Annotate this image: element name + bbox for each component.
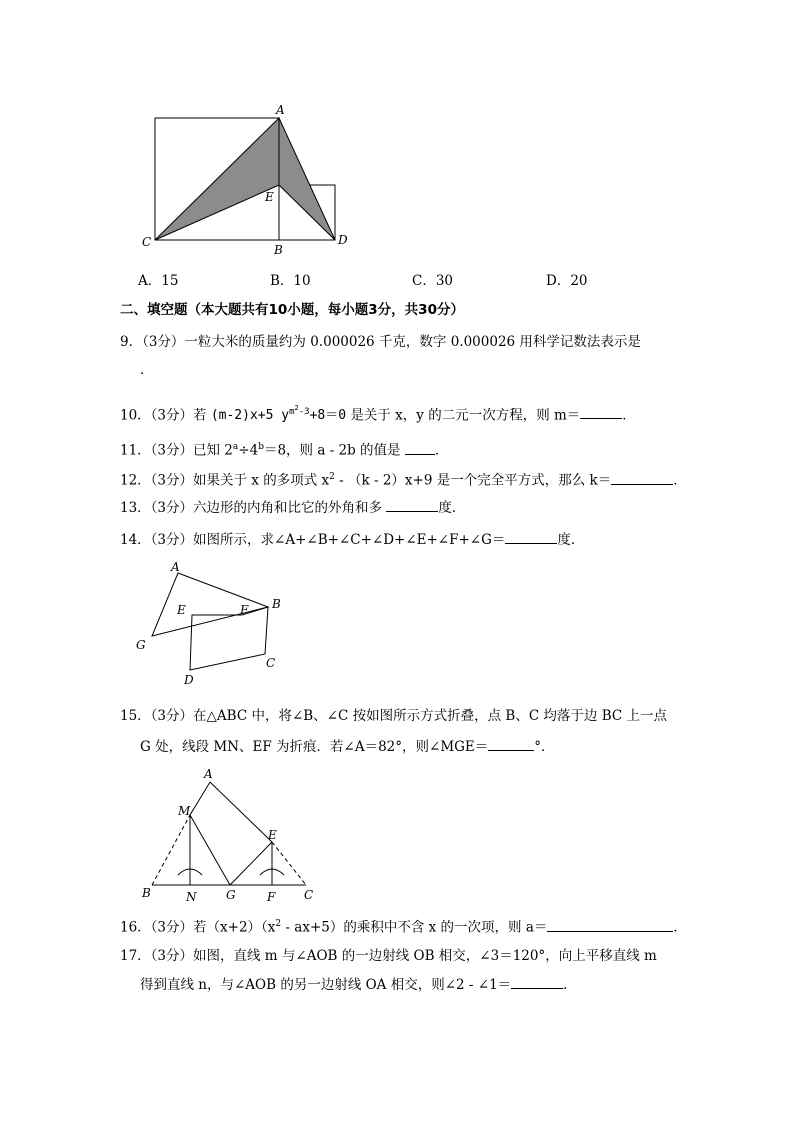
svg-text:C: C	[304, 888, 314, 902]
svg-text:G: G	[226, 888, 236, 902]
question-15: 15．（3分）在△ABC 中，将∠B、∠C 按如图所示方式折叠，点 B、C 均落于边 BC 上一点	[120, 708, 668, 724]
label-A: A	[276, 103, 285, 117]
answer-blank	[511, 974, 563, 989]
equation: (m-2)x+5 $y^{m^2-3}+8=0$	[210, 404, 347, 424]
svg-text:F: F	[267, 890, 276, 904]
question-9: 9．（3分）一粒大米的质量约为 0.000026 千克，数字 0.000026 用科学记数法表示是	[120, 334, 641, 350]
section-title: 二、填空题（本大题共有10小题，每小题3分，共30分）	[120, 302, 464, 318]
answer-blank	[580, 404, 622, 419]
figure-q14	[130, 560, 290, 690]
svg-text:A: A	[171, 560, 180, 574]
figure-q15	[140, 765, 320, 905]
label-E: E	[265, 190, 274, 204]
question-15-cont: G 处，线段 MN、EF 为折痕．若∠A＝82°，则∠MGE＝ °．	[140, 736, 555, 757]
question-10: 10．（3分）若 (m-2)x+5 $y^{m^2-3}+8=0$ 是关于 x，y 的二元一次方程，则 m＝ ．	[120, 404, 636, 424]
label-D: D	[338, 233, 348, 247]
question-11: 11．（3分）已知 $2^a\div 4^b=8$，则 a - 2b 的值是 ．	[120, 437, 448, 461]
question-17: 17．（3分）如图，直线 m 与∠AOB 的一边射线 OB 相交，∠3＝120°，向上平移直线 m	[120, 948, 657, 964]
svg-text:E: E	[268, 828, 277, 842]
svg-text:G: G	[136, 638, 146, 652]
question-9-cont: ．	[140, 362, 154, 378]
svg-text:E: E	[177, 603, 186, 617]
choice-b: B．10	[270, 273, 311, 289]
figure-q8	[140, 100, 370, 260]
answer-blank	[611, 470, 673, 485]
svg-text:N: N	[186, 890, 197, 904]
question-17-cont: 得到直线 n，与∠AOB 的另一边射线 OA 相交，则∠2 - ∠1＝ ．	[140, 974, 577, 995]
answer-blank	[386, 497, 438, 512]
question-16: 16．（3分）若$(x+2)(x^2 - ax+5)$的乘积中不含 x 的一次项，则 a＝ ．	[120, 914, 687, 938]
label-C: C	[142, 235, 152, 249]
svg-text:A: A	[204, 767, 213, 781]
svg-text:D: D	[184, 673, 194, 687]
svg-text:M: M	[178, 804, 191, 818]
svg-text:B: B	[142, 886, 151, 900]
answer-blank	[547, 917, 673, 932]
answer-blank	[488, 736, 534, 751]
question-13: 13．（3分）六边形的内角和比它的外角和多 度．	[120, 497, 465, 518]
svg-text:F: F	[240, 603, 249, 617]
answer-blank	[405, 440, 435, 455]
label-B: B	[274, 243, 283, 257]
svg-text:C: C	[266, 656, 276, 670]
question-14: 14．（3分）如图所示，求∠A+∠B+∠C+∠D+∠E+∠F+∠G＝ 度．	[120, 529, 584, 550]
choice-c: C．30	[412, 273, 454, 289]
choice-d: D．20	[546, 273, 588, 289]
question-12: 12．（3分）如果关于 x 的多项式 $x^2 - (k - 2)x+9$ 是一个完全平方式，那么 k＝ ．	[120, 467, 687, 491]
answer-blank	[505, 529, 557, 544]
svg-text:B: B	[272, 597, 281, 611]
choice-a: A．15	[138, 273, 179, 289]
